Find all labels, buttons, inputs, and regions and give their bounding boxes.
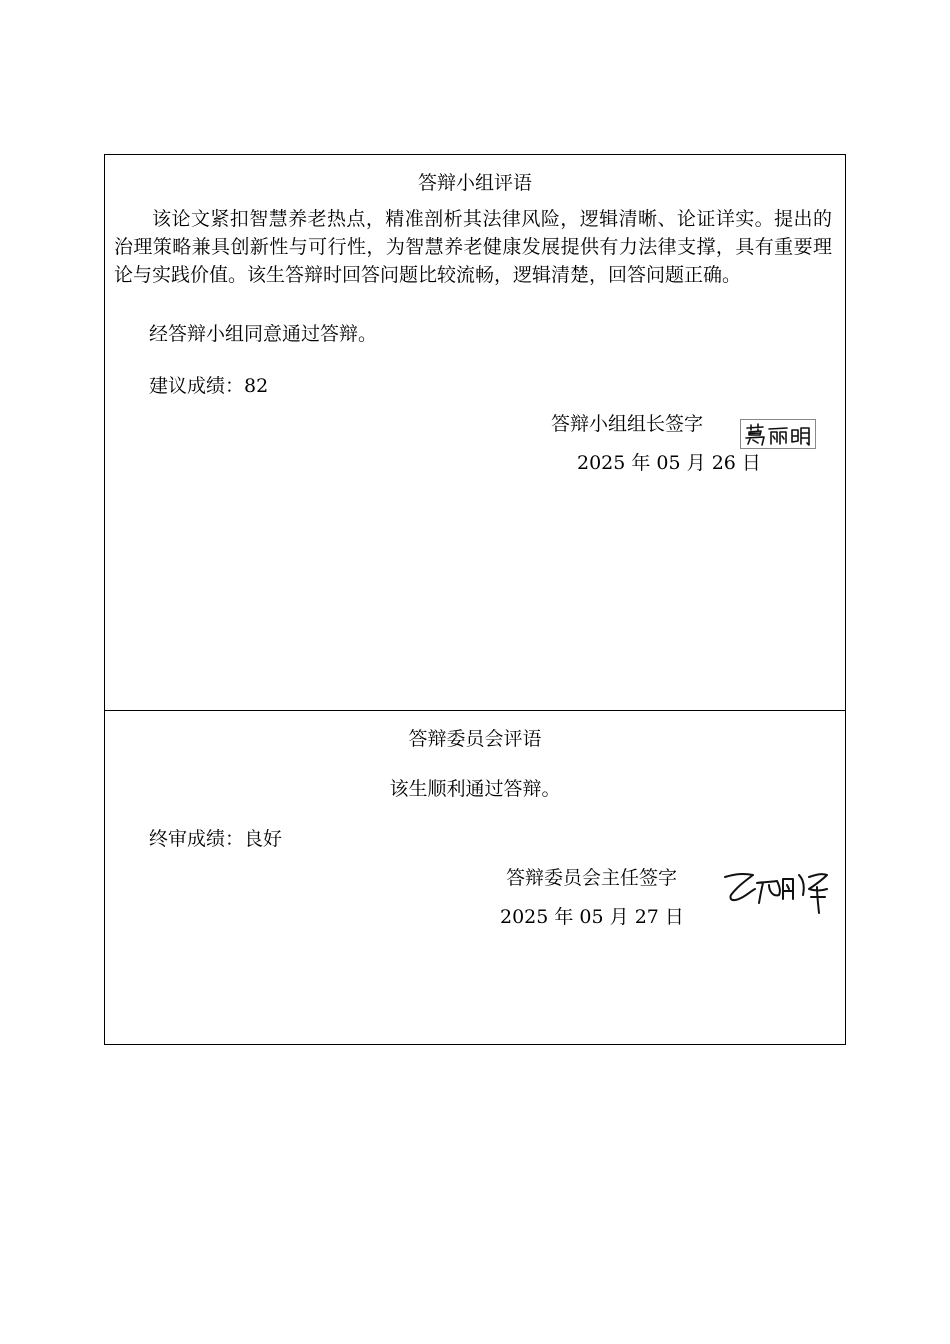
- group-leader-signature: [740, 419, 816, 449]
- suggested-grade: 建议成绩：82: [149, 375, 269, 397]
- final-grade: 终审成绩：良好: [149, 828, 283, 850]
- group-leader-signature-label: 答辩小组组长签字: [551, 413, 704, 435]
- group-review-title: 答辩小组评语: [417, 172, 532, 194]
- committee-review-comment: 该生顺利通过答辩。: [389, 778, 561, 800]
- group-review-comment: 该论文紧扣智慧养老热点，精准剖析其法律风险，逻辑清晰、论证详实。提出的治理策略兼具创新性与可行性，为智慧养老健康发展提供有力法律支撑，具有重要理论与实践价值。该生答辩时回答问题比较流畅，逻辑清楚，回答问题正确。: [114, 208, 832, 286]
- committee-chair-signature-label: 答辩委员会主任签字: [506, 867, 678, 889]
- committee-review-date: 2025 年 05 月 27 日: [500, 906, 684, 928]
- review-form: [104, 154, 846, 1045]
- committee-chair-signature: [719, 865, 835, 921]
- group-review-section: [105, 155, 845, 711]
- group-review-date: 2025 年 05 月 26 日: [577, 452, 761, 474]
- committee-review-section: [105, 711, 845, 1044]
- committee-review-title: 答辩委员会评语: [408, 728, 542, 750]
- group-pass-statement: 经答辩小组同意通过答辩。: [149, 323, 378, 345]
